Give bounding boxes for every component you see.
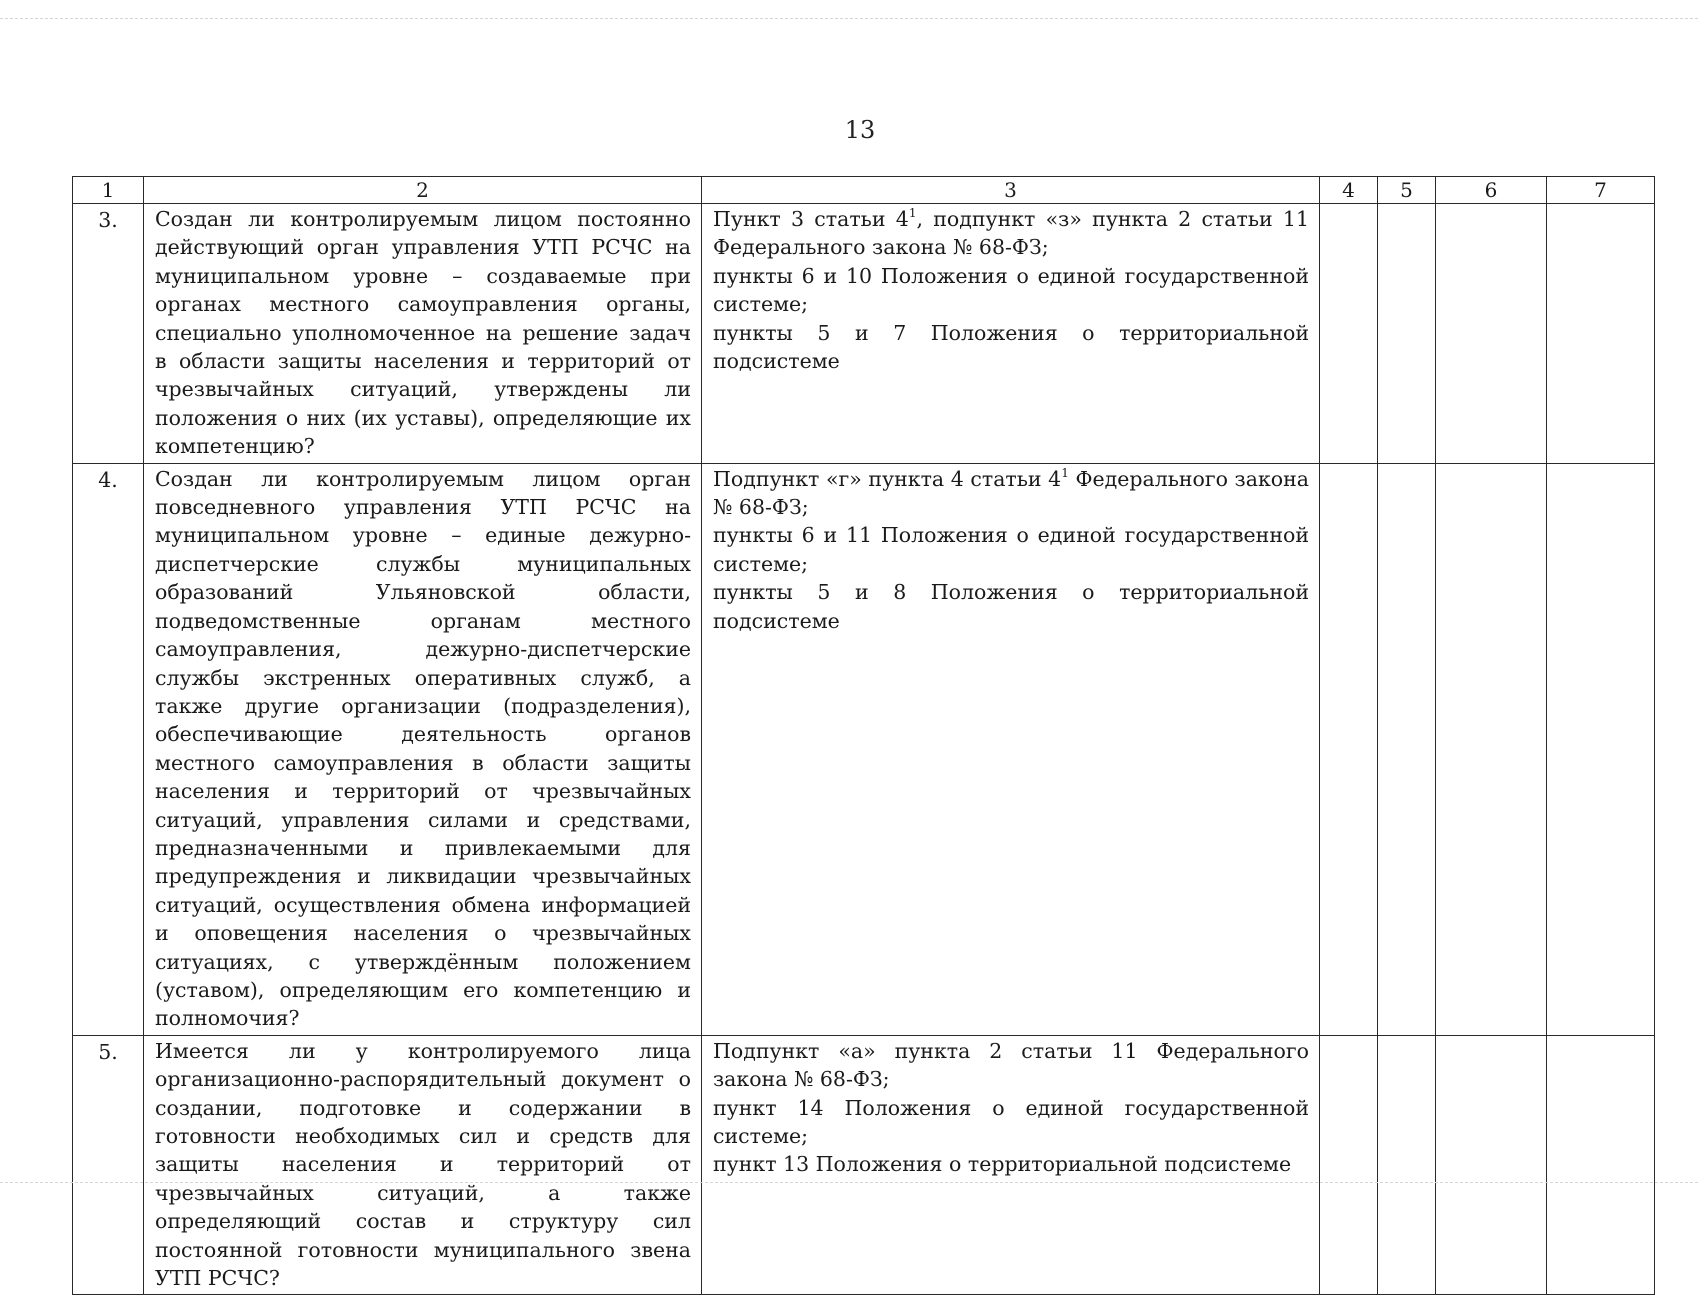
empty-cell-col6	[1436, 204, 1547, 464]
column-header-6: 6	[1436, 177, 1547, 204]
question-cell: Создан ли контролируемым лицом орган повседневного управления УТП РСЧС на муниципальном уровне – единые дежурно-диспетчерские службы муниципальных образований Ульяновской области, подведомственные органам местного самоуправления, дежурно-диспетчерские службы экстренных оперативных служб, а также другие организации (подразделения), обеспечивающие деятельность органов местного самоуправления в области защиты населения и территорий от чрезвычайных ситуаций, управления силами и средствами, предназначенными и привлекаемыми для предупреждения и ликвидации чрезвычайных ситуаций, осуществления обмена информацией и оповещения населения о чрезвычайных ситуациях, с утверждённым положением (уставом), определяющим его компетенцию и полномочия?	[144, 463, 702, 1035]
checklist-table	[72, 176, 1655, 1295]
table-header-row	[73, 177, 1655, 204]
column-header-1: 1	[73, 177, 144, 204]
legal-reference: пункты 5 и 7 Положения о территориальной подсистеме	[713, 320, 1309, 374]
scan-edge-top	[0, 18, 1698, 19]
empty-cell-col5	[1378, 204, 1436, 464]
question-cell: Создан ли контролируемым лицом постоянно действующий орган управления УТП РСЧС на муниципальном уровне – создаваемые при органах местного самоуправления органы, специально уполномоченное на решение задач в области защиты населения и территорий от чрезвычайных ситуаций, утверждены ли положения о них (их уставы), определяющие их компетенцию?	[144, 204, 702, 464]
row-number-cell	[73, 463, 144, 1035]
column-header-5: 5	[1378, 177, 1436, 204]
empty-cell-col7	[1547, 1035, 1655, 1295]
empty-cell-col6	[1436, 463, 1547, 1035]
legal-reference-cell	[702, 463, 1320, 1035]
legal-reference: пункт 14 Положения о единой государственной системе;	[713, 1095, 1309, 1148]
column-header-7: 7	[1547, 177, 1655, 204]
empty-cell-col4	[1320, 204, 1378, 464]
page-number: 13	[844, 116, 876, 144]
row-number: 3.	[98, 208, 118, 232]
column-header-3: 3	[702, 177, 1320, 204]
empty-cell-col7	[1547, 204, 1655, 464]
table-row	[73, 204, 1655, 464]
legal-reference-cell	[702, 204, 1320, 464]
row-number-cell	[73, 1035, 144, 1295]
empty-cell-col7	[1547, 463, 1655, 1035]
empty-cell-col6	[1436, 1035, 1547, 1295]
column-header-2: 2	[144, 177, 702, 204]
row-number-cell	[73, 204, 144, 464]
empty-cell-col5	[1378, 463, 1436, 1035]
question-cell: Имеется ли у контролируемого лица организационно-распорядительный документ о создании, подготовке и содержании в готовности необходимых сил и средств для защиты населения и территорий от чрезвычайных ситуаций, а также определяющий состав и структуру сил постоянной готовности муниципального звена УТП РСЧС?	[144, 1035, 702, 1295]
legal-reference: Пункт 3 статьи $4^1$, подпункт «з» пункта 2 статьи 11 Федерального закона № 68-ФЗ;	[713, 206, 1310, 260]
legal-reference: Подпункт «г» пункта 4 статьи $4^1$ Федерального закона № 68-ФЗ;	[713, 465, 1309, 520]
table-row	[73, 1035, 1655, 1295]
legal-reference: пункты 6 и 11 Положения о единой государственной системе;	[713, 523, 1309, 576]
row-number: 4.	[98, 467, 118, 492]
legal-reference-cell	[702, 1035, 1320, 1295]
row-number: 5.	[98, 1039, 118, 1064]
column-header-4: 4	[1320, 177, 1378, 204]
table-row	[73, 463, 1655, 1035]
empty-cell-col4	[1320, 463, 1378, 1035]
scan-edge-bottom	[0, 1182, 1698, 1183]
legal-reference: Подпункт «а» пункта 2 статьи 11 Федерального закона № 68-ФЗ;	[713, 1038, 1309, 1092]
legal-reference: пункты 6 и 10 Положения о единой государственной системе;	[713, 263, 1309, 317]
legal-reference: пункты 5 и 8 Положения о территориальной подсистеме	[713, 580, 1309, 633]
legal-reference: пункт 13 Положения о территориальной подсистеме	[713, 1152, 1292, 1177]
empty-cell-col5	[1378, 1035, 1436, 1295]
empty-cell-col4	[1320, 1035, 1378, 1295]
